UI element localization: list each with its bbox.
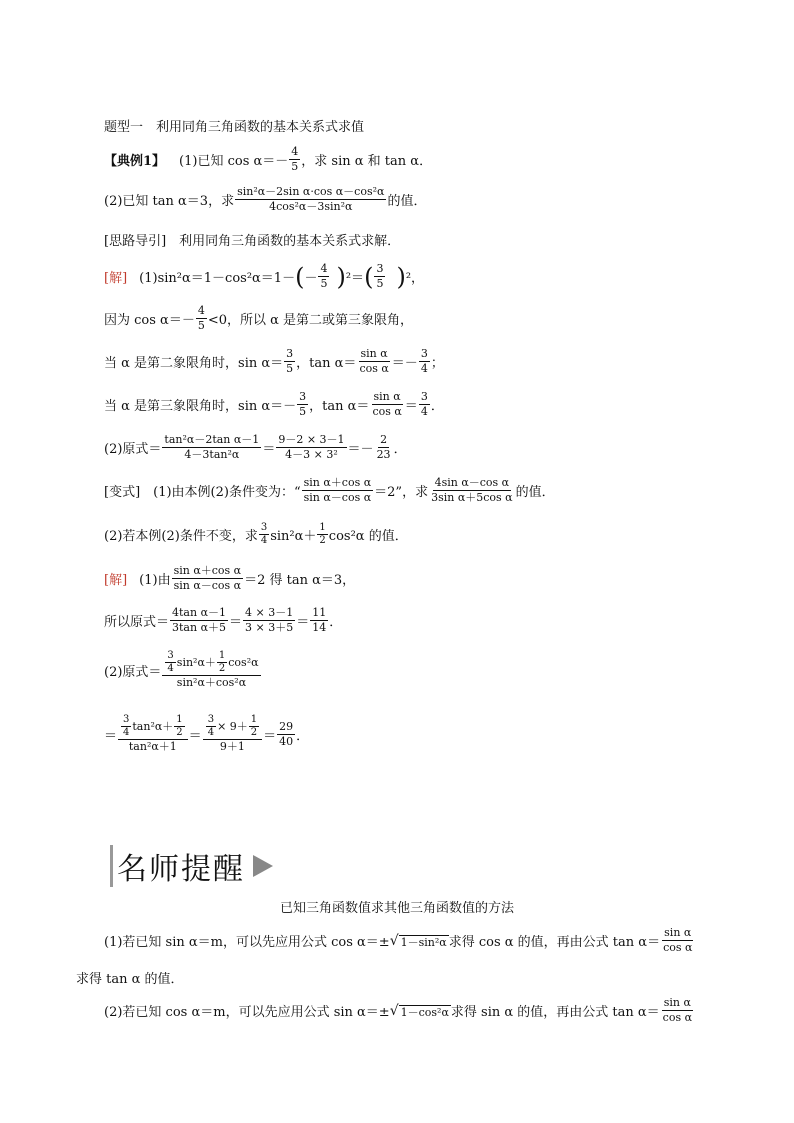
example-line-1: 【典例1】 (1)已知 cos α＝－ $\frac{4}{5}$ ，求 sin α 和 tan α． [104, 145, 433, 173]
solution-line-3: 当 α 是第二象限角时，sin α＝ $\frac{3}{5}$ ，tan α＝ $\frac{\text{sin α}}{\text{cos α}}$ ＝－ $\frac{3}{4}$ ； [104, 347, 444, 375]
fraction: $\frac{\text{sin α}}{\text{cos α}}$ [663, 926, 693, 954]
fraction: $\frac{\text{sin α}}{\text{cos α}}$ [662, 996, 693, 1024]
fraction: $\frac{1}{2}$ [176, 714, 183, 738]
compound-fraction: $\frac{3}{4}$ sin²α＋ $\frac{1}{2}$ cos²α sin²α＋cos²α [162, 650, 260, 690]
fraction: $\frac{11}{14}$ [312, 606, 327, 634]
tips-subtitle: 已知三角函数值求其他三角函数值的方法 [279, 901, 514, 916]
fraction: $\frac{3}{4}$ [207, 714, 215, 738]
fraction: $\frac{\text{4sin α－cos α}}{\text{3sin α＋5cos α}}$ [431, 476, 513, 504]
solution-line-4: 当 α 是第三象限角时，sin α＝－ $\frac{3}{5}$ ，tan α＝ $\frac{\text{sin α}}{\text{cos α}}$ ＝ $\frac{3}{4}$ ． [104, 390, 444, 418]
fraction: $\frac{1}{2}$ [218, 650, 226, 674]
solution2-line-4: ＝ $\frac{3}{4}$ tan²α＋ $\frac{1}{2}$ tan²α＋1 ＝ $\frac{3}{4}$ × 9＋ $\frac{1}{2}$ 9＋1 ＝ $\frac{29}{40}$ ． [104, 714, 310, 753]
solution2-line-2: 所以原式＝ $\frac{\text{4tan α－1}}{\text{3tan α＋5}}$ ＝ $\frac{4 \times 3-1}{3 \times 3+5}$ ＝ $\frac{11}{14}$ ． [104, 606, 343, 634]
thinking-guide: [思路导引] 利用同角三角函数的基本关系式求解． [104, 234, 401, 249]
sqrt: √ 1－sin²α [389, 932, 447, 949]
variant-line-2: (2)若本例(2)条件不变，求 $\frac{3}{4}$ sin²α＋ $\frac{1}{2}$ cos²α 的值． [104, 522, 408, 546]
fraction: $\frac{2}{23}$ [376, 433, 391, 461]
solution-line-5: (2)原式＝ $\frac{\text{tan²α－2tan α－1}}{\text{4－3tan²α}}$ ＝ $\frac{9-2 \times 3-1}{\text{4－3 × 3²}}$ ＝－ $\frac{2}{23}$ ． [104, 433, 407, 461]
fraction: $\frac{3}{5}$ [286, 347, 294, 375]
solution-tag: [解] [104, 271, 128, 286]
fraction: $\frac{3}{5}$ [376, 262, 384, 290]
triangle-arrow-icon [253, 855, 273, 877]
fraction: $\frac{3}{4}$ [260, 522, 268, 546]
fraction: $\frac{\text{sin α}}{\text{cos α}}$ [359, 347, 389, 375]
tip-line-1b: 求得 tan α 的值． [76, 972, 184, 987]
tip-line-1: (1)若已知 sin α＝m，可以先应用公式 cos α＝± √ 1－sin²α 求得 cos α 的值，再由公式 tan α＝ $\frac{\text{sin α}}{\text{cos α}}$ [104, 926, 693, 954]
fraction: $\frac{3}{4}$ [123, 714, 130, 738]
variant-line-1: [变式] (1)由本例(2)条件变为：“ $\frac{\text{sin α＋cos α}}{\text{sin α－cos α}}$ ＝2”，求 $\frac{\text{4sin α－cos α}}{\text{3sin α＋5cos α}}$ 的值． [104, 476, 555, 504]
fraction: $\frac{3}{4}$ [420, 347, 428, 375]
fraction: $\frac{3}{4}$ [167, 650, 174, 674]
solution-line-2: 因为 cos α＝－ $\frac{4}{5}$ <0，所以 α 是第二或第三象限角， [104, 304, 414, 332]
fraction: $\frac{4}{5}$ [197, 304, 205, 332]
fraction: $\frac{\text{tan²α－2tan α－1}}{\text{4－3tan²α}}$ [164, 433, 260, 461]
tip-line-2: (2)若已知 cos α＝m，可以先应用公式 sin α＝± √ 1－cos²α 求得 sin α 的值，再由公式 tan α＝ $\frac{\text{sin α}}{\text{cos α}}$ [104, 996, 693, 1024]
tips-title-bar [110, 845, 273, 887]
solution-tag: [解] [104, 573, 128, 588]
example-line-2: (2)已知 tan α＝3，求 $\frac{\text{sin²α－2sin α·cos α－cos²α}}{\text{4cos²α－3sin²α}}$ 的值． [104, 185, 427, 213]
fraction: $\frac{3}{5}$ [299, 390, 307, 418]
tips-title: 名师提醒 [117, 852, 245, 887]
solution-line-1: [解] (1)sin²α＝1－cos²α＝1－ ( － $\frac{4}{5}$ ) ²＝ ( $\frac{3}{5}$ ) ²， [104, 262, 425, 291]
sqrt: √ 1－cos²α [389, 1002, 449, 1019]
fraction: $\frac{\text{sin α＋cos α}}{\text{sin α－cos α}}$ [303, 476, 372, 504]
fraction: $\frac{1}{2}$ [250, 714, 258, 738]
fraction: $\frac{\text{sin²α－2sin α·cos α－cos²α}}{\text{4cos²α－3sin²α}}$ [237, 185, 385, 213]
example-tag: 【典例1】 [104, 154, 166, 169]
fraction: $\frac{\text{sin α}}{\text{cos α}}$ [372, 390, 402, 418]
fraction: $\frac{\text{4tan α－1}}{\text{3tan α＋5}}$ [172, 606, 227, 634]
solution2-line-1: [解] (1)由 $\frac{\text{sin α＋cos α}}{\text{sin α－cos α}}$ ＝2 得 tan α＝3， [104, 564, 356, 592]
fraction: $\frac{\text{sin α＋cos α}}{\text{sin α－cos α}}$ [173, 564, 242, 592]
fraction: $\frac{4}{5}$ [320, 262, 328, 290]
fraction: $\frac{3}{4}$ [420, 390, 428, 418]
compound-fraction: $\frac{3}{4}$ × 9＋ $\frac{1}{2}$ 9＋1 [203, 714, 262, 754]
compound-fraction: $\frac{3}{4}$ tan²α＋ $\frac{1}{2}$ tan²α＋1 [118, 714, 188, 754]
fraction: $\frac{4 \times 3-1}{3 \times 3+5}$ [245, 606, 294, 634]
section-title: 题型一 利用同角三角函数的基本关系式求值 [104, 120, 365, 135]
fraction: $\frac{4}{5}$ [291, 145, 299, 173]
fraction: $\frac{1}{2}$ [319, 522, 326, 546]
solution2-line-3: (2)原式＝ $\frac{3}{4}$ sin²α＋ $\frac{1}{2}$ cos²α sin²α＋cos²α [104, 650, 259, 689]
fraction: $\frac{29}{40}$ [279, 719, 294, 748]
fraction: $\frac{9-2 \times 3-1}{\text{4－3 × 3²}}$ [278, 433, 345, 461]
